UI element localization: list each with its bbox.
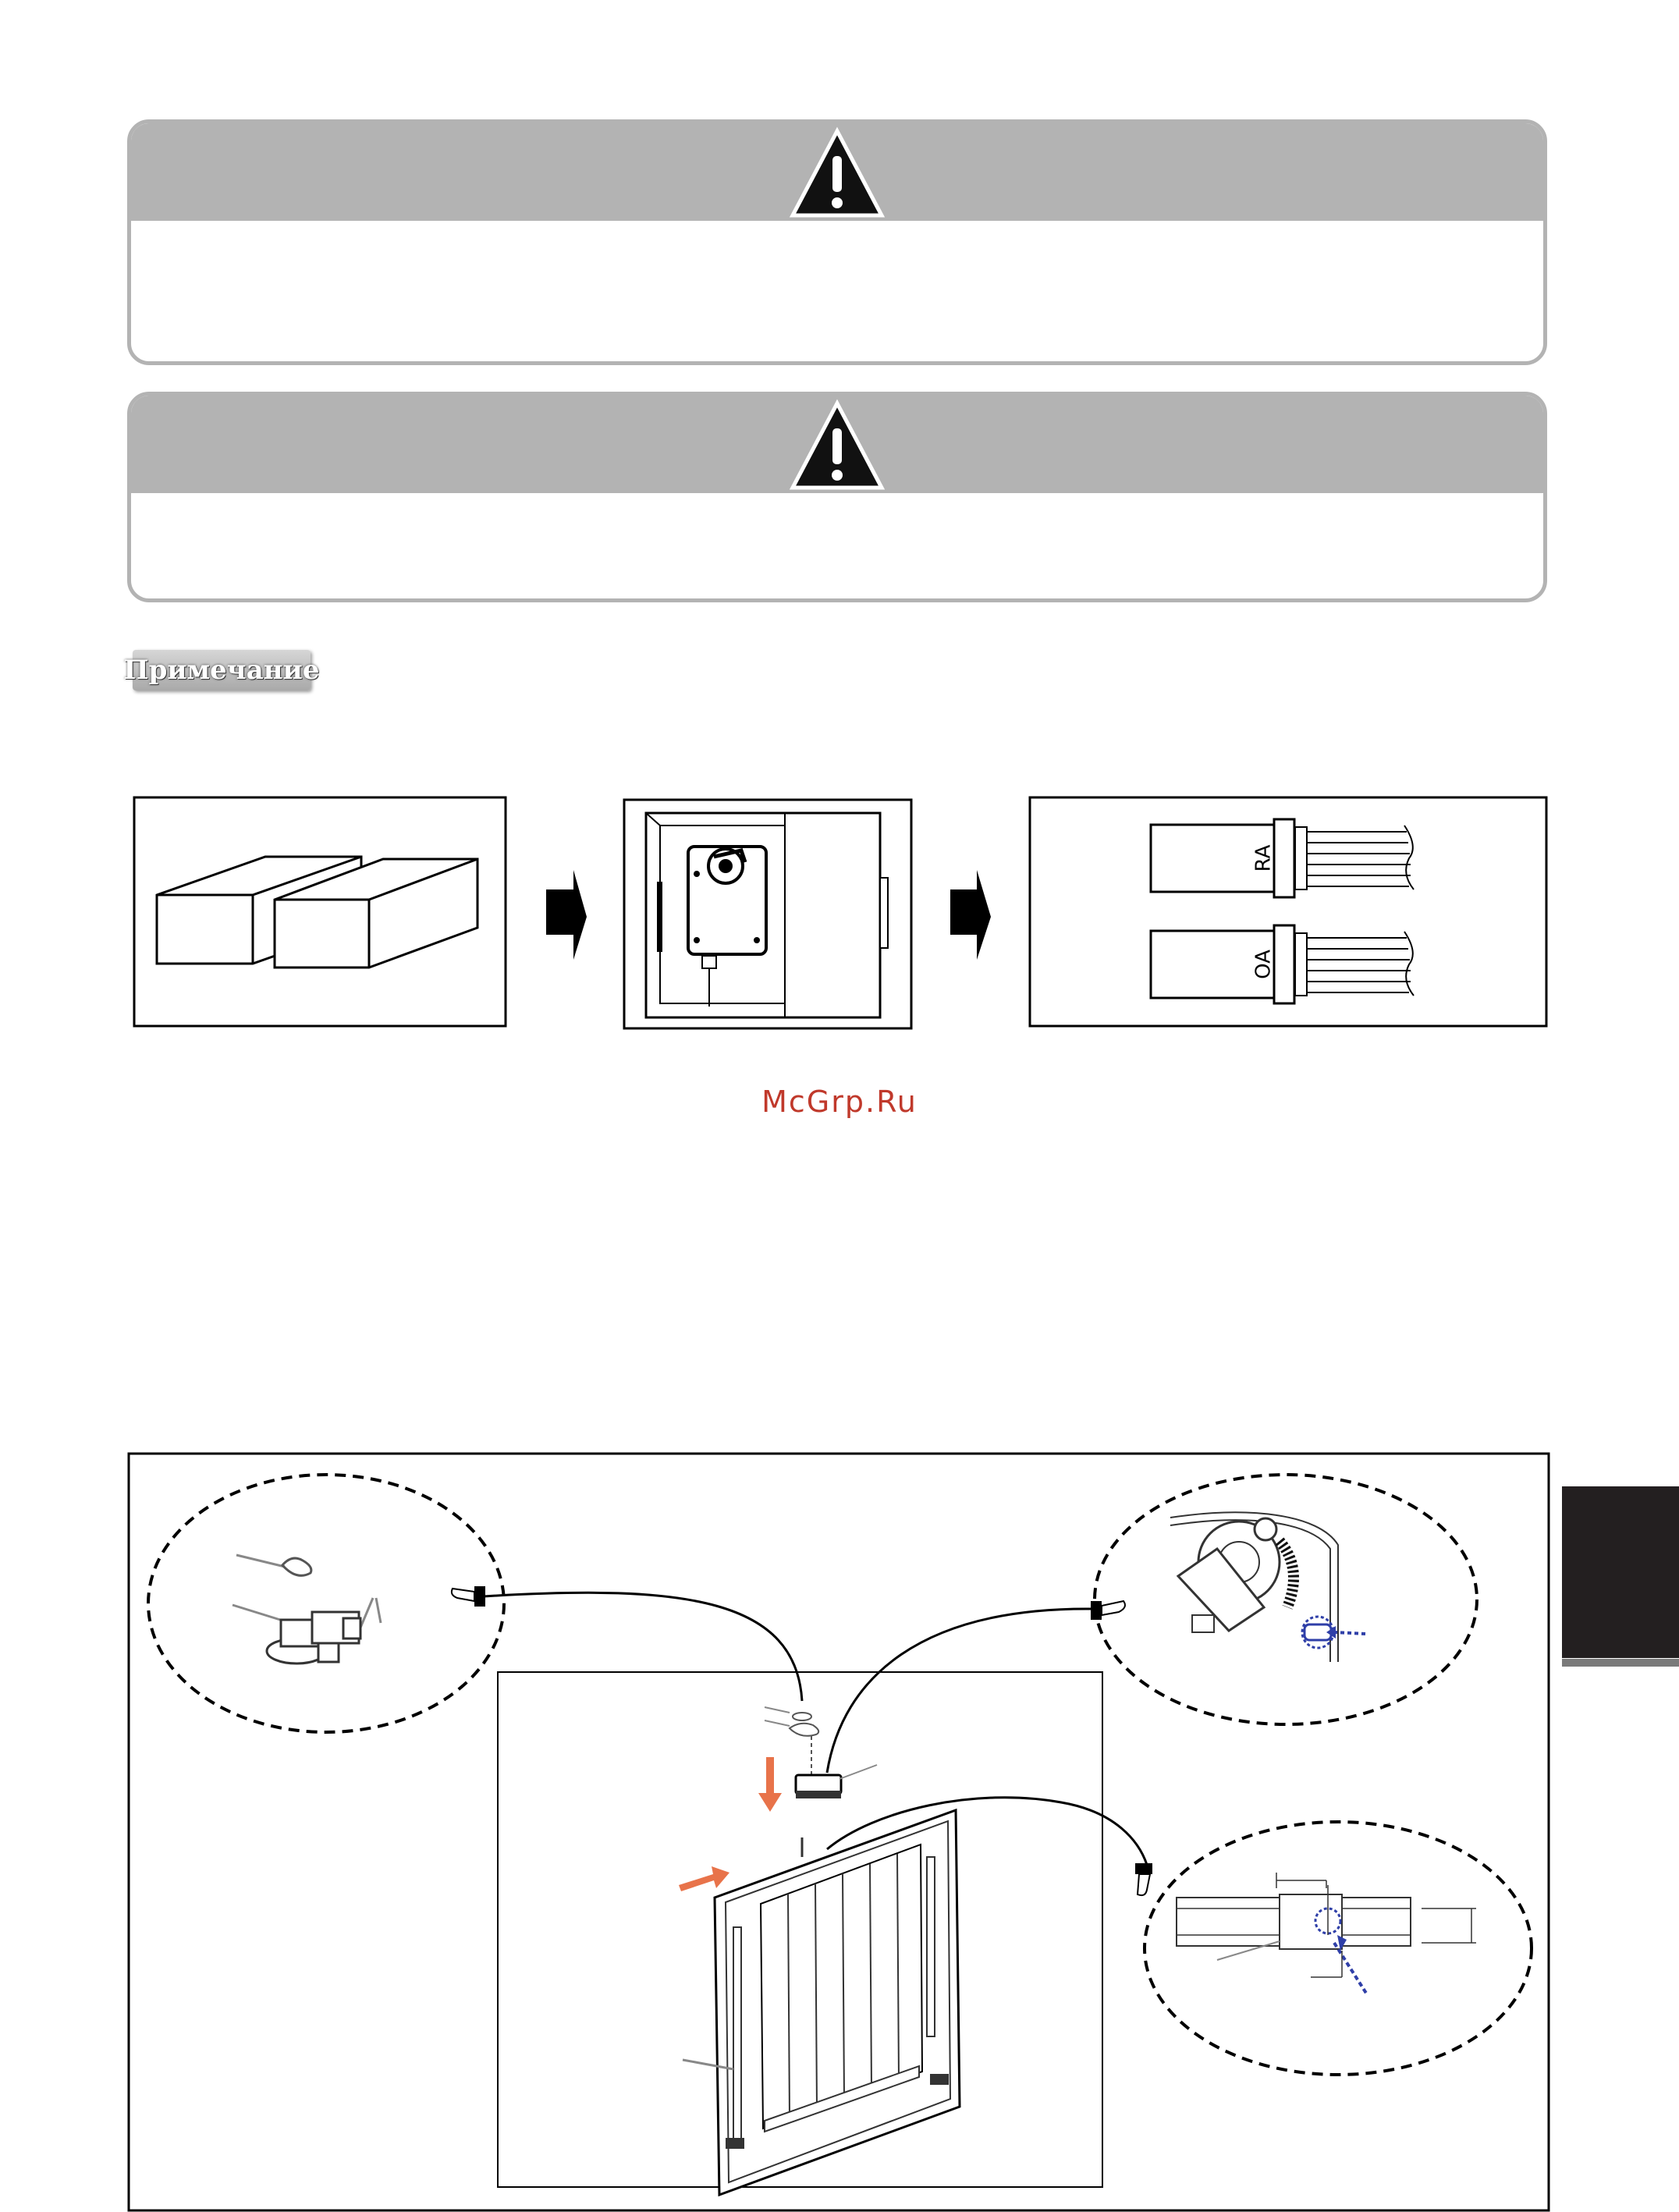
figure-damper-assembly — [0, 1443, 1679, 2212]
watermark-text: McGrp.Ru — [761, 1085, 918, 1119]
warning-panel-2 — [127, 392, 1547, 602]
step3-connectors-illustration — [1030, 797, 1546, 1026]
warning-panel-1 — [127, 119, 1547, 365]
warning-triangle-icon — [786, 396, 888, 493]
note-badge: Примечание — [133, 650, 311, 691]
connector-label-ra: RA — [1251, 844, 1276, 872]
warning-header — [131, 123, 1543, 221]
connector-label-oa: OA — [1251, 950, 1276, 979]
warning-triangle-icon — [786, 123, 888, 221]
warning-header — [131, 396, 1543, 493]
chapter-tab — [1562, 1486, 1679, 1658]
step2-actuator-illustration — [624, 800, 911, 1028]
step-arrow-icon — [546, 870, 587, 960]
step-arrow-icon — [950, 870, 991, 960]
chapter-tab-underline — [1562, 1659, 1679, 1667]
step1-boxes-illustration — [134, 797, 506, 1026]
figure-steps — [0, 780, 1679, 1046]
